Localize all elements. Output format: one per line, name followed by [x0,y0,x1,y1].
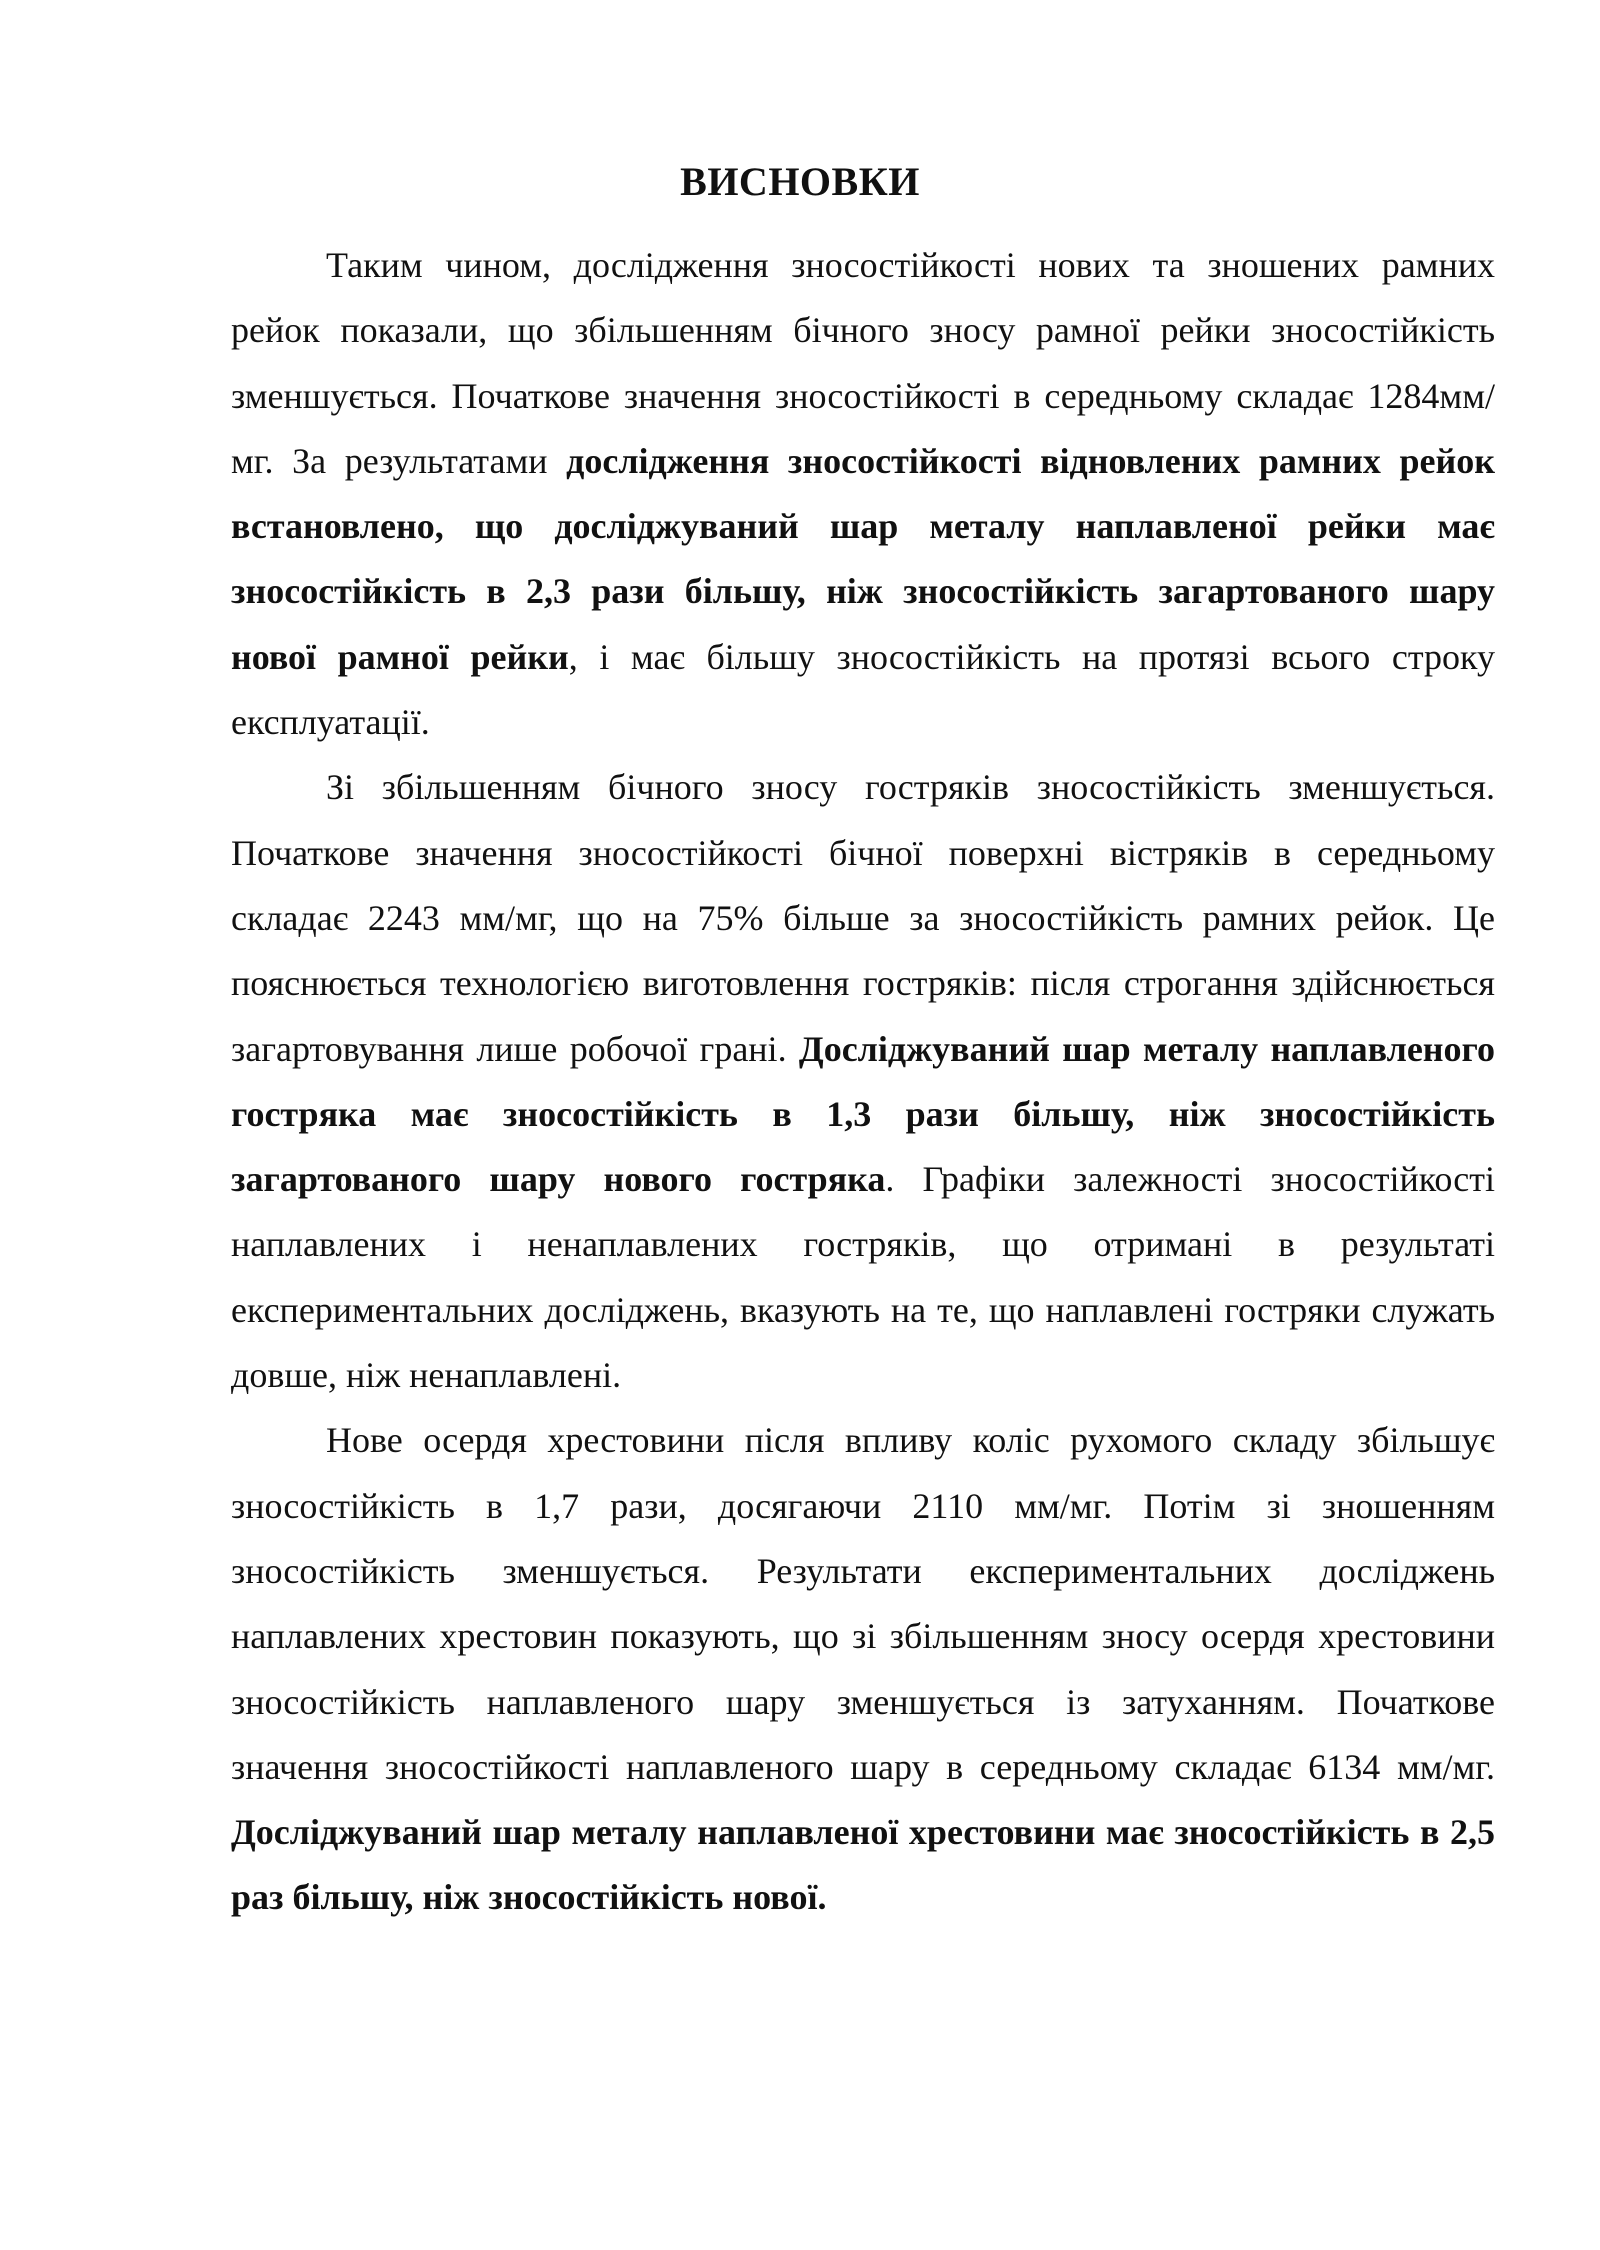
text-run: Таким чином, дослідження зносостійкості нових та зношених рамних рейок показали, що збільшенням бічного зносу рамної рейки зносостійкість зменшується. Початкове значення зносостійкості в середньому складає 1284мм/мг. За результатами [231,245,1495,481]
text-run: , і має більшу зносостійкість на протязі всього строку експлуатації. [231,636,1495,743]
bold-text-run: дослідження зносостійкості відновлених рамних рейок встановлено, що досліджуваний шар металу наплавленої рейки має зносостійкість в 2,3 рази більшу, ніж зносостійкість загартованого шару нової рамної рейки [231,440,1495,677]
paragraph-2 [231,755,1495,1408]
text-run: Нове осердя хрестовини після впливу коліс рухомого складу збільшує зносостійкість в 1,7 рази, досягаючи 2110 мм/мг. Потім зі зношенням зносостійкість зменшується. Результати експериментальних досліджень наплавлених хрестовин показують, що зі збільшенням зносу осердя хрестовини зносостійкість наплавленого шару зменшується із затуханням. Початкове значення зносостійкості наплавленого шару в середньому складає 6134 мм/мг. [231,1420,1495,1787]
page-title: ВИСНОВКИ [680,159,920,204]
bold-text-run: Досліджуваний шар металу наплавленого гостряка має зносостійкість в 1,3 рази більшу, ніж зносостійкість загартованого шару нового гостряка [231,1028,1495,1200]
paragraph-3 [231,1408,1495,1930]
text-run: . Графіки залежності зносостійкості наплавлених і ненаплавлених гостряків, що отримані в результаті експериментальних досліджень, вказують на те, що наплавлені гостряки служать довше, ніж ненаплавлені. [231,1159,1495,1396]
paragraph-1 [231,233,1495,755]
document-body [231,233,1495,1931]
text-run: Зі збільшенням бічного зносу гостряків зносостійкість зменшується. Початкове значення зносостійкості бічної поверхні вістряків в середньому складає 2243 мм/мг, що на 75% більше за зносостійкість рамних рейок. Це пояснюється технологією виготовлення гостряків: після строгання здійснюється загартовування лише робочої грані. [231,767,1495,1069]
bold-text-run: Досліджуваний шар металу наплавленої хрестовини має зносостійкість в 2,5 раз більшу, ніж зносостійкість нової. [231,1812,1495,1918]
